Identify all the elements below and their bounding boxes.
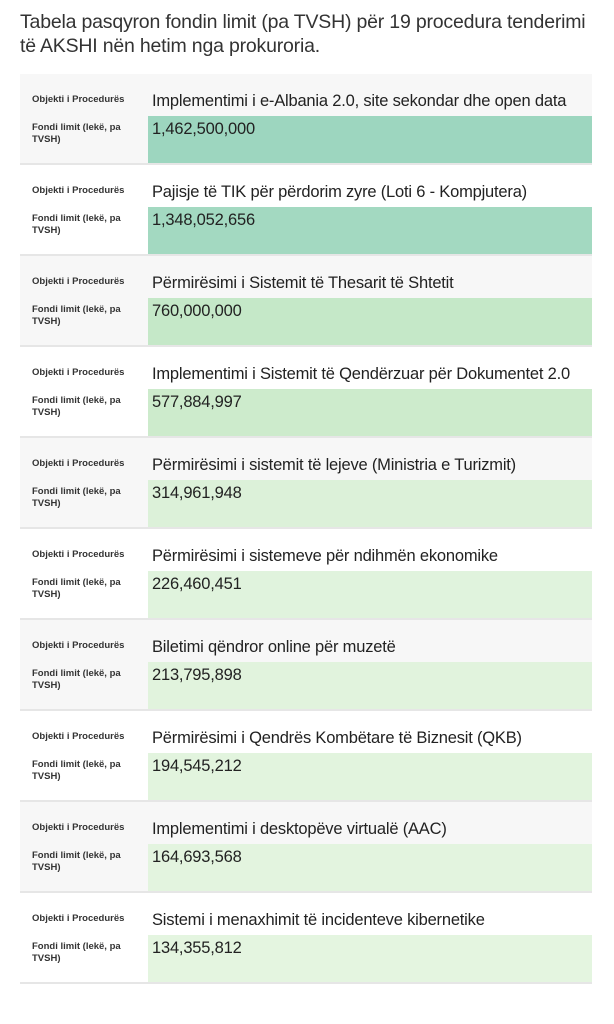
fund-line: [20, 935, 592, 982]
object-label: Objekti i Procedurës: [32, 94, 125, 105]
fund-label: Fondi limit (lekë, pa TVSH): [32, 941, 121, 964]
object-label: Objekti i Procedurës: [32, 185, 125, 196]
fund-label: Fondi limit (lekë, pa TVSH): [32, 850, 121, 873]
object-line: [20, 438, 592, 480]
object-value: Përmirësimi i sistemit të lejeve (Ministria e Turizmit): [152, 456, 516, 474]
object-label: Objekti i Procedurës: [32, 731, 125, 742]
table-row: [20, 711, 592, 802]
fund-label: Fondi limit (lekë, pa TVSH): [32, 213, 121, 236]
fund-value: 760,000,000: [148, 298, 592, 345]
object-line: [20, 529, 592, 571]
object-line: [20, 893, 592, 935]
object-label: Objekti i Procedurës: [32, 458, 125, 469]
object-value: Implementimi i e-Albania 2.0, site sekondar dhe open data: [152, 92, 567, 110]
table-row: [20, 893, 592, 984]
table-row: [20, 165, 592, 256]
fund-line: [20, 662, 592, 709]
object-label: Objekti i Procedurës: [32, 549, 125, 560]
fund-value: 1,462,500,000: [148, 116, 592, 163]
object-value: Sistemi i menaxhimit të incidenteve kibernetike: [152, 911, 485, 929]
fund-value: 164,693,568: [148, 844, 592, 891]
object-value: Përmirësimi i sistemeve për ndihmën ekonomike: [152, 547, 498, 565]
fund-line: [20, 116, 592, 163]
fund-label: Fondi limit (lekë, pa TVSH): [32, 122, 121, 145]
object-value: Pajisje të TIK për përdorim zyre (Loti 6 - Kompjutera): [152, 183, 527, 201]
table-row: [20, 256, 592, 347]
page-title: Tabela pasqyron fondin limit (pa TVSH) për 19 procedura tenderimi të AKSHI nën hetim nga prokuroria.: [20, 11, 586, 57]
fund-value: 577,884,997: [148, 389, 592, 436]
fund-value: 194,545,212: [148, 753, 592, 800]
object-label: Objekti i Procedurës: [32, 640, 125, 651]
table-row: [20, 74, 592, 165]
object-line: [20, 74, 592, 116]
fund-value: 213,795,898: [148, 662, 592, 709]
object-line: [20, 620, 592, 662]
object-label: Objekti i Procedurës: [32, 367, 125, 378]
fund-line: [20, 480, 592, 527]
procurement-table: [20, 74, 592, 984]
table-row: [20, 438, 592, 529]
table-row: [20, 529, 592, 620]
object-value: Përmirësimi i Sistemit të Thesarit të Shtetit: [152, 274, 454, 292]
fund-label: Fondi limit (lekë, pa TVSH): [32, 486, 121, 509]
object-label: Objekti i Procedurës: [32, 913, 125, 924]
table-row: [20, 802, 592, 893]
fund-label: Fondi limit (lekë, pa TVSH): [32, 759, 121, 782]
fund-label: Fondi limit (lekë, pa TVSH): [32, 395, 121, 418]
table-row: [20, 620, 592, 711]
object-line: [20, 256, 592, 298]
table-row: [20, 347, 592, 438]
object-value: Implementimi i Sistemit të Qendërzuar për Dokumentet 2.0: [152, 365, 570, 383]
fund-value: 1,348,052,656: [148, 207, 592, 254]
object-line: [20, 165, 592, 207]
fund-value: 134,355,812: [148, 935, 592, 982]
object-value: Përmirësimi i Qendrës Kombëtare të Biznesit (QKB): [152, 729, 522, 747]
fund-line: [20, 571, 592, 618]
object-line: [20, 711, 592, 753]
fund-label: Fondi limit (lekë, pa TVSH): [32, 577, 121, 600]
fund-line: [20, 844, 592, 891]
fund-label: Fondi limit (lekë, pa TVSH): [32, 668, 121, 691]
object-line: [20, 347, 592, 389]
object-value: Biletimi qëndror online për muzetë: [152, 638, 396, 656]
fund-line: [20, 298, 592, 345]
fund-line: [20, 389, 592, 436]
fund-value: 314,961,948: [148, 480, 592, 527]
fund-value: 226,460,451: [148, 571, 592, 618]
object-label: Objekti i Procedurës: [32, 822, 125, 833]
fund-line: [20, 753, 592, 800]
fund-label: Fondi limit (lekë, pa TVSH): [32, 304, 121, 327]
fund-line: [20, 207, 592, 254]
object-line: [20, 802, 592, 844]
object-label: Objekti i Procedurës: [32, 276, 125, 287]
object-value: Implementimi i desktopëve virtualë (AAC): [152, 820, 447, 838]
